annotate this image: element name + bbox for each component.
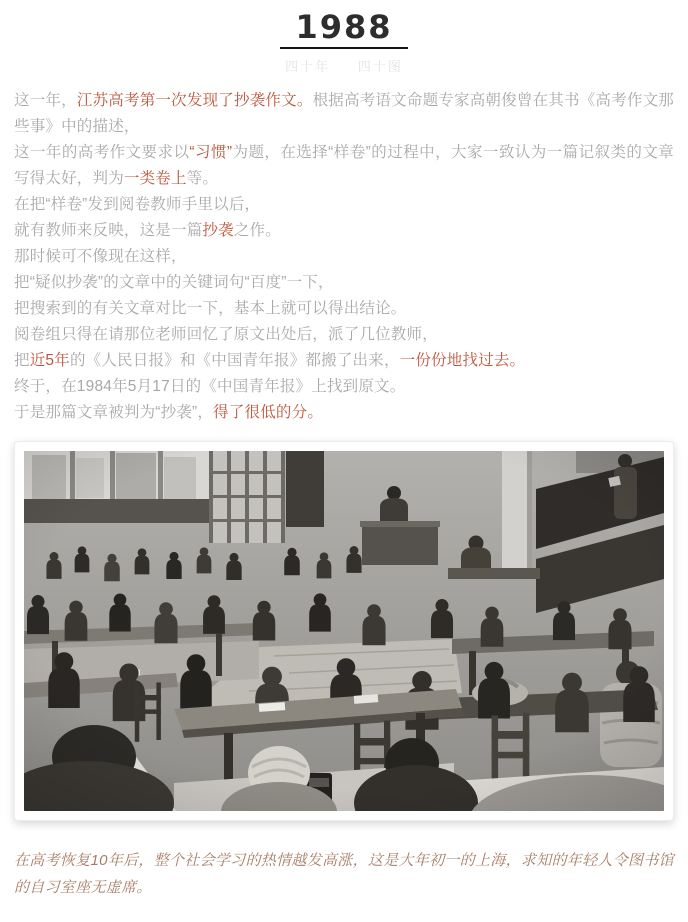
highlighted-text: 得了很低的分。 bbox=[213, 404, 324, 421]
photo-caption: 在高考恢复10年后，整个社会学习的热情越发高涨，这是大年初一的上海，求知的年轻人令图书馆的自习室座无虚席。 bbox=[14, 852, 674, 896]
paragraph: 那时候可不像现在这样， bbox=[14, 248, 187, 265]
photo-vignette bbox=[24, 451, 664, 811]
subtitle-right: 四十图 bbox=[357, 59, 403, 74]
paragraph: 把近5年的《人民日报》和《中国青年报》都搬了出来，一份份地找过去。 bbox=[14, 352, 526, 369]
series-subtitle bbox=[14, 56, 674, 75]
photo-card bbox=[14, 441, 674, 821]
paragraph: 在把“样卷”发到阅卷教师手里以后， bbox=[14, 196, 261, 213]
subtitle-left: 四十年 bbox=[285, 59, 331, 74]
paragraph: 这一年的高考作文要求以“习惯”为题，在选择“样卷”的过程中，大家一致认为一篇记叙类的文章写得太好，判为一类卷上等。 bbox=[14, 144, 674, 187]
paragraph: 把搜索到的有关文章对比一下，基本上就可以得出结论。 bbox=[14, 300, 407, 317]
highlighted-text: “习惯” bbox=[189, 144, 233, 161]
library-study-room-photo bbox=[24, 451, 664, 811]
highlighted-text: 一类卷上 bbox=[123, 170, 187, 187]
paragraph: 这一年，江苏高考第一次发现了抄袭作文。根据高考语文命题专家高朝俊曾在其书《高考作文那些事》中的描述， bbox=[14, 92, 674, 135]
page-title: 1988 bbox=[295, 8, 393, 46]
highlighted-text: 抄袭 bbox=[202, 222, 234, 239]
paragraph: 把“疑似抄袭”的文章中的关键词句“百度”一下， bbox=[14, 274, 334, 291]
highlighted-text: 一份份地找过去。 bbox=[399, 352, 526, 369]
article-header bbox=[14, 10, 674, 75]
title-divider bbox=[280, 47, 408, 49]
article-body bbox=[14, 88, 674, 426]
paragraph: 阅卷组只得在请那位老师回忆了原文出处后，派了几位教师， bbox=[14, 326, 438, 343]
paragraph: 于是那篇文章被判为“抄袭”，得了很低的分。 bbox=[14, 404, 324, 421]
paragraph: 终于，在1984年5月17日的《中国青年报》上找到原文。 bbox=[14, 378, 406, 395]
paragraph: 就有教师来反映，这是一篇抄袭之作。 bbox=[14, 222, 281, 239]
highlighted-text: 近5年 bbox=[29, 352, 70, 369]
highlighted-text: 江苏高考第一次发现了抄袭作文。 bbox=[76, 92, 313, 109]
